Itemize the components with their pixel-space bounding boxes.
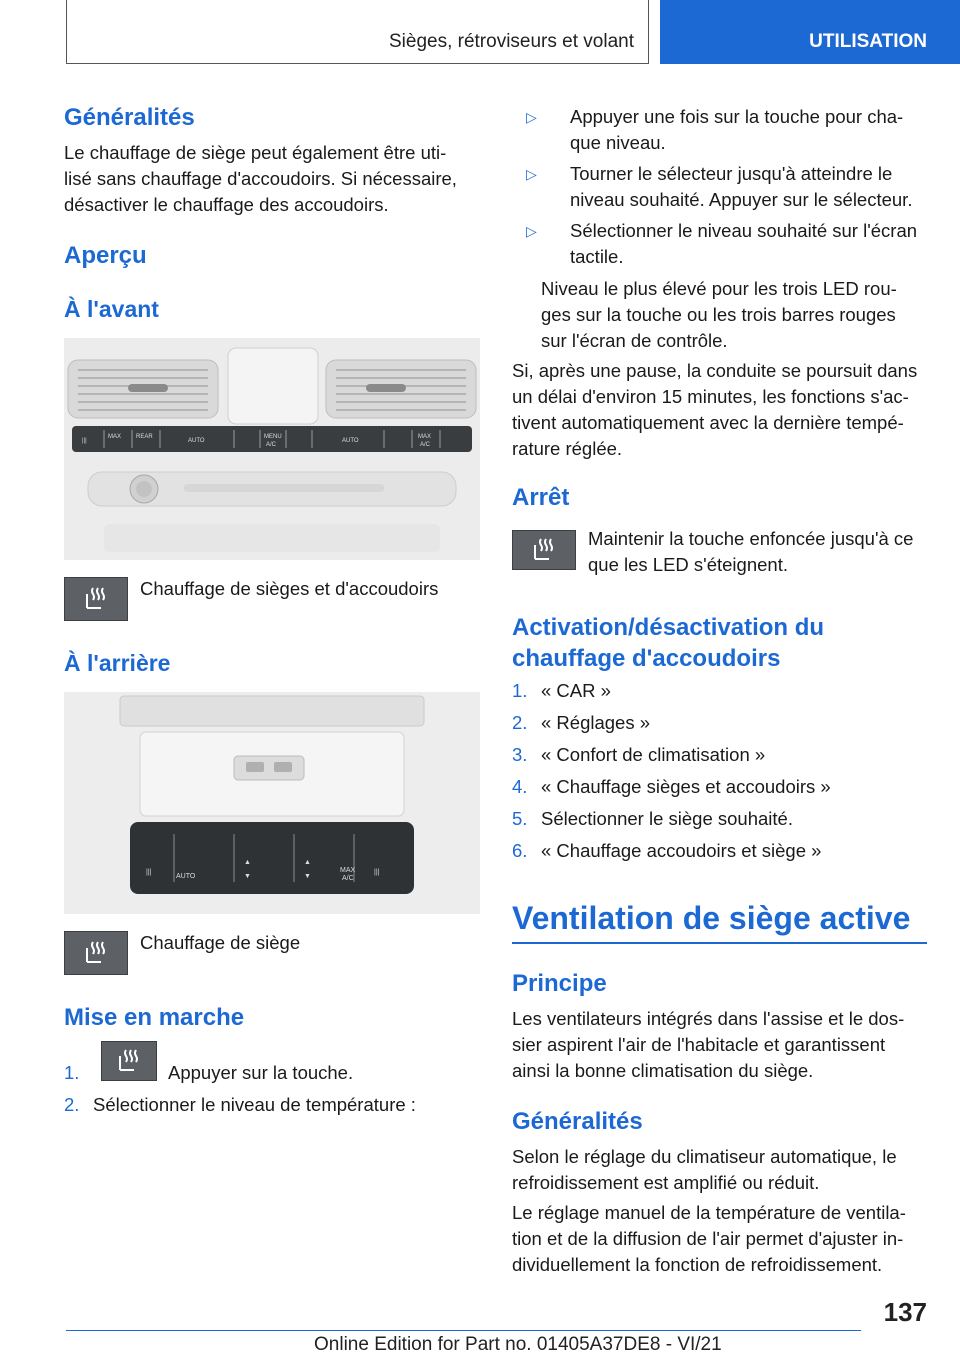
svg-text:|||: ||| bbox=[146, 869, 152, 876]
text-line: Maintenir la touche enfoncée jusqu'à ce bbox=[588, 528, 914, 549]
rear-seat-heating-button-icon bbox=[64, 931, 128, 975]
text-line: Si, après une pause, la conduite se poursuit dans bbox=[512, 360, 918, 381]
svg-text:▲: ▲ bbox=[244, 859, 251, 866]
seat-heating-button-icon bbox=[512, 530, 576, 570]
rear-label-max: MAX bbox=[340, 867, 356, 874]
text-line: Niveau le plus élevé pour les trois LED rou- bbox=[541, 278, 897, 299]
step-number: 6. bbox=[512, 840, 528, 861]
heading-line: chauffage d'accoudoirs bbox=[512, 645, 781, 672]
footer-rule bbox=[66, 1330, 861, 1331]
caption-arriere: Chauffage de siège bbox=[140, 932, 301, 953]
text-line: tion et de la diffusion de l'air permet d'ajuster in- bbox=[512, 1228, 904, 1249]
heading-apercu: Aperçu bbox=[64, 242, 147, 269]
step-text: « Réglages » bbox=[541, 712, 651, 733]
step-text: « CAR » bbox=[541, 680, 611, 701]
heading-activation bbox=[512, 612, 824, 674]
rear-label-auto: AUTO bbox=[176, 873, 196, 880]
paragraph-arret bbox=[588, 526, 913, 578]
text-line: sur l'écran de contrôle. bbox=[541, 330, 728, 351]
front-label-ac-right: A/C bbox=[420, 442, 431, 448]
rear-console-photo bbox=[64, 692, 480, 914]
step-number: 5. bbox=[512, 808, 528, 829]
seat-heating-button-icon bbox=[64, 577, 128, 621]
bullet-icon: ▷ bbox=[526, 109, 537, 125]
text-line: Le réglage manuel de la température de ventila- bbox=[512, 1202, 906, 1223]
svg-text:▼: ▼ bbox=[244, 873, 251, 880]
paragraph-generalites-2b bbox=[512, 1200, 906, 1278]
front-console-illustration bbox=[64, 338, 480, 560]
text-line: niveau souhaité. Appuyer sur le sélecteur. bbox=[570, 189, 913, 210]
text-line: Selon le réglage du climatiseur automatique, le bbox=[512, 1146, 897, 1167]
text-line: Appuyer une fois sur la touche pour cha- bbox=[570, 106, 904, 127]
page-number: 137 bbox=[883, 1297, 927, 1327]
text-line: ainsi la bonne climatisation du siège. bbox=[512, 1060, 814, 1081]
front-label-rear: REAR bbox=[136, 434, 153, 440]
heading-underline bbox=[512, 942, 927, 944]
text-line: sier aspirent l'air de l'habitacle et garantissent bbox=[512, 1034, 886, 1055]
step-text: « Chauffage sièges et accoudoirs » bbox=[541, 776, 831, 797]
step-text: « Chauffage accoudoirs et siège » bbox=[541, 840, 822, 861]
paragraph-niveau bbox=[541, 276, 897, 354]
front-console-photo bbox=[64, 338, 480, 560]
heading-ventilation: Ventilation de siège active bbox=[512, 900, 911, 936]
front-label-max: MAX bbox=[108, 434, 122, 440]
text-line: Les ventilateurs intégrés dans l'assise et le dos- bbox=[512, 1008, 905, 1029]
text-line: dividuellement la fonction de refroidissement. bbox=[512, 1254, 883, 1275]
heading-avant: À l'avant bbox=[64, 296, 159, 322]
text-line: désactiver le chauffage des accoudoirs. bbox=[64, 194, 389, 215]
svg-text:|||: ||| bbox=[82, 438, 87, 444]
front-label-menu: MENU bbox=[264, 434, 282, 440]
caption-avant: Chauffage de sièges et d'accoudoirs bbox=[140, 578, 439, 599]
heading-arriere: À l'arrière bbox=[64, 650, 171, 676]
heading-generalites-2: Généralités bbox=[512, 1108, 643, 1135]
text-line: que les LED s'éteignent. bbox=[588, 554, 788, 575]
text-line: que niveau. bbox=[570, 132, 666, 153]
front-label-max-right: MAX bbox=[418, 434, 432, 440]
heading-principe: Principe bbox=[512, 970, 607, 997]
text-line: Le chauffage de siège peut également être uti- bbox=[64, 142, 447, 163]
front-label-ac: A/C bbox=[266, 442, 277, 448]
bullet-icon: ▷ bbox=[526, 166, 537, 182]
svg-text:▼: ▼ bbox=[304, 873, 311, 880]
step-text: Sélectionner le niveau de température : bbox=[93, 1094, 416, 1115]
text-line: refroidissement est amplifié ou réduit. bbox=[512, 1172, 820, 1193]
text-line: Tourner le sélecteur jusqu'à atteindre le bbox=[570, 163, 893, 184]
step-text: Appuyer sur la touche. bbox=[168, 1062, 354, 1083]
paragraph-principe bbox=[512, 1006, 904, 1084]
bullet-item bbox=[570, 104, 903, 156]
text-line: tivent automatiquement avec la dernière tempé- bbox=[512, 412, 904, 433]
rear-label-ac: A/C bbox=[342, 875, 354, 882]
seat-heating-button-icon bbox=[101, 1041, 157, 1081]
footer-edition: Online Edition for Part no. 01405A37DE8 - VI/21 bbox=[314, 1334, 722, 1355]
paragraph-generalites-2a bbox=[512, 1144, 897, 1196]
step-number: 1. bbox=[512, 680, 528, 701]
bullet-icon: ▷ bbox=[526, 223, 537, 239]
front-label-auto: AUTO bbox=[188, 438, 205, 444]
step-number: 2. bbox=[512, 712, 528, 733]
heading-mise-en-marche: Mise en marche bbox=[64, 1004, 245, 1031]
heading-generalites: Généralités bbox=[64, 104, 195, 131]
running-header-section: Sièges, rétroviseurs et volant bbox=[66, 0, 649, 64]
svg-text:|||: ||| bbox=[374, 869, 380, 876]
bullet-item bbox=[570, 161, 912, 213]
step-number: 1. bbox=[64, 1062, 80, 1083]
front-label-auto-right: AUTO bbox=[342, 438, 359, 444]
paragraph-generalites bbox=[64, 140, 457, 218]
step-number: 4. bbox=[512, 776, 528, 797]
step-number: 2. bbox=[64, 1094, 80, 1115]
step-text: Sélectionner le siège souhaité. bbox=[541, 808, 793, 829]
step-text: « Confort de climatisation » bbox=[541, 744, 766, 765]
running-header-tab: UTILISATION bbox=[660, 0, 960, 64]
text-line: ges sur la touche ou les trois barres rouges bbox=[541, 304, 896, 325]
text-line: lisé sans chauffage d'accoudoirs. Si nécessaire, bbox=[64, 168, 457, 189]
rear-console-illustration bbox=[64, 692, 480, 914]
paragraph-pause bbox=[512, 358, 917, 462]
heading-line: Activation/désactivation du bbox=[512, 614, 825, 641]
svg-text:▲: ▲ bbox=[304, 859, 311, 866]
text-line: rature réglée. bbox=[512, 438, 623, 459]
bullet-item bbox=[570, 218, 917, 270]
text-line: un délai d'environ 15 minutes, les fonctions s'ac- bbox=[512, 386, 909, 407]
text-line: tactile. bbox=[570, 246, 624, 267]
heading-arret: Arrêt bbox=[512, 484, 570, 511]
text-line: Sélectionner le niveau souhaité sur l'écran bbox=[570, 220, 918, 241]
step-number: 3. bbox=[512, 744, 528, 765]
